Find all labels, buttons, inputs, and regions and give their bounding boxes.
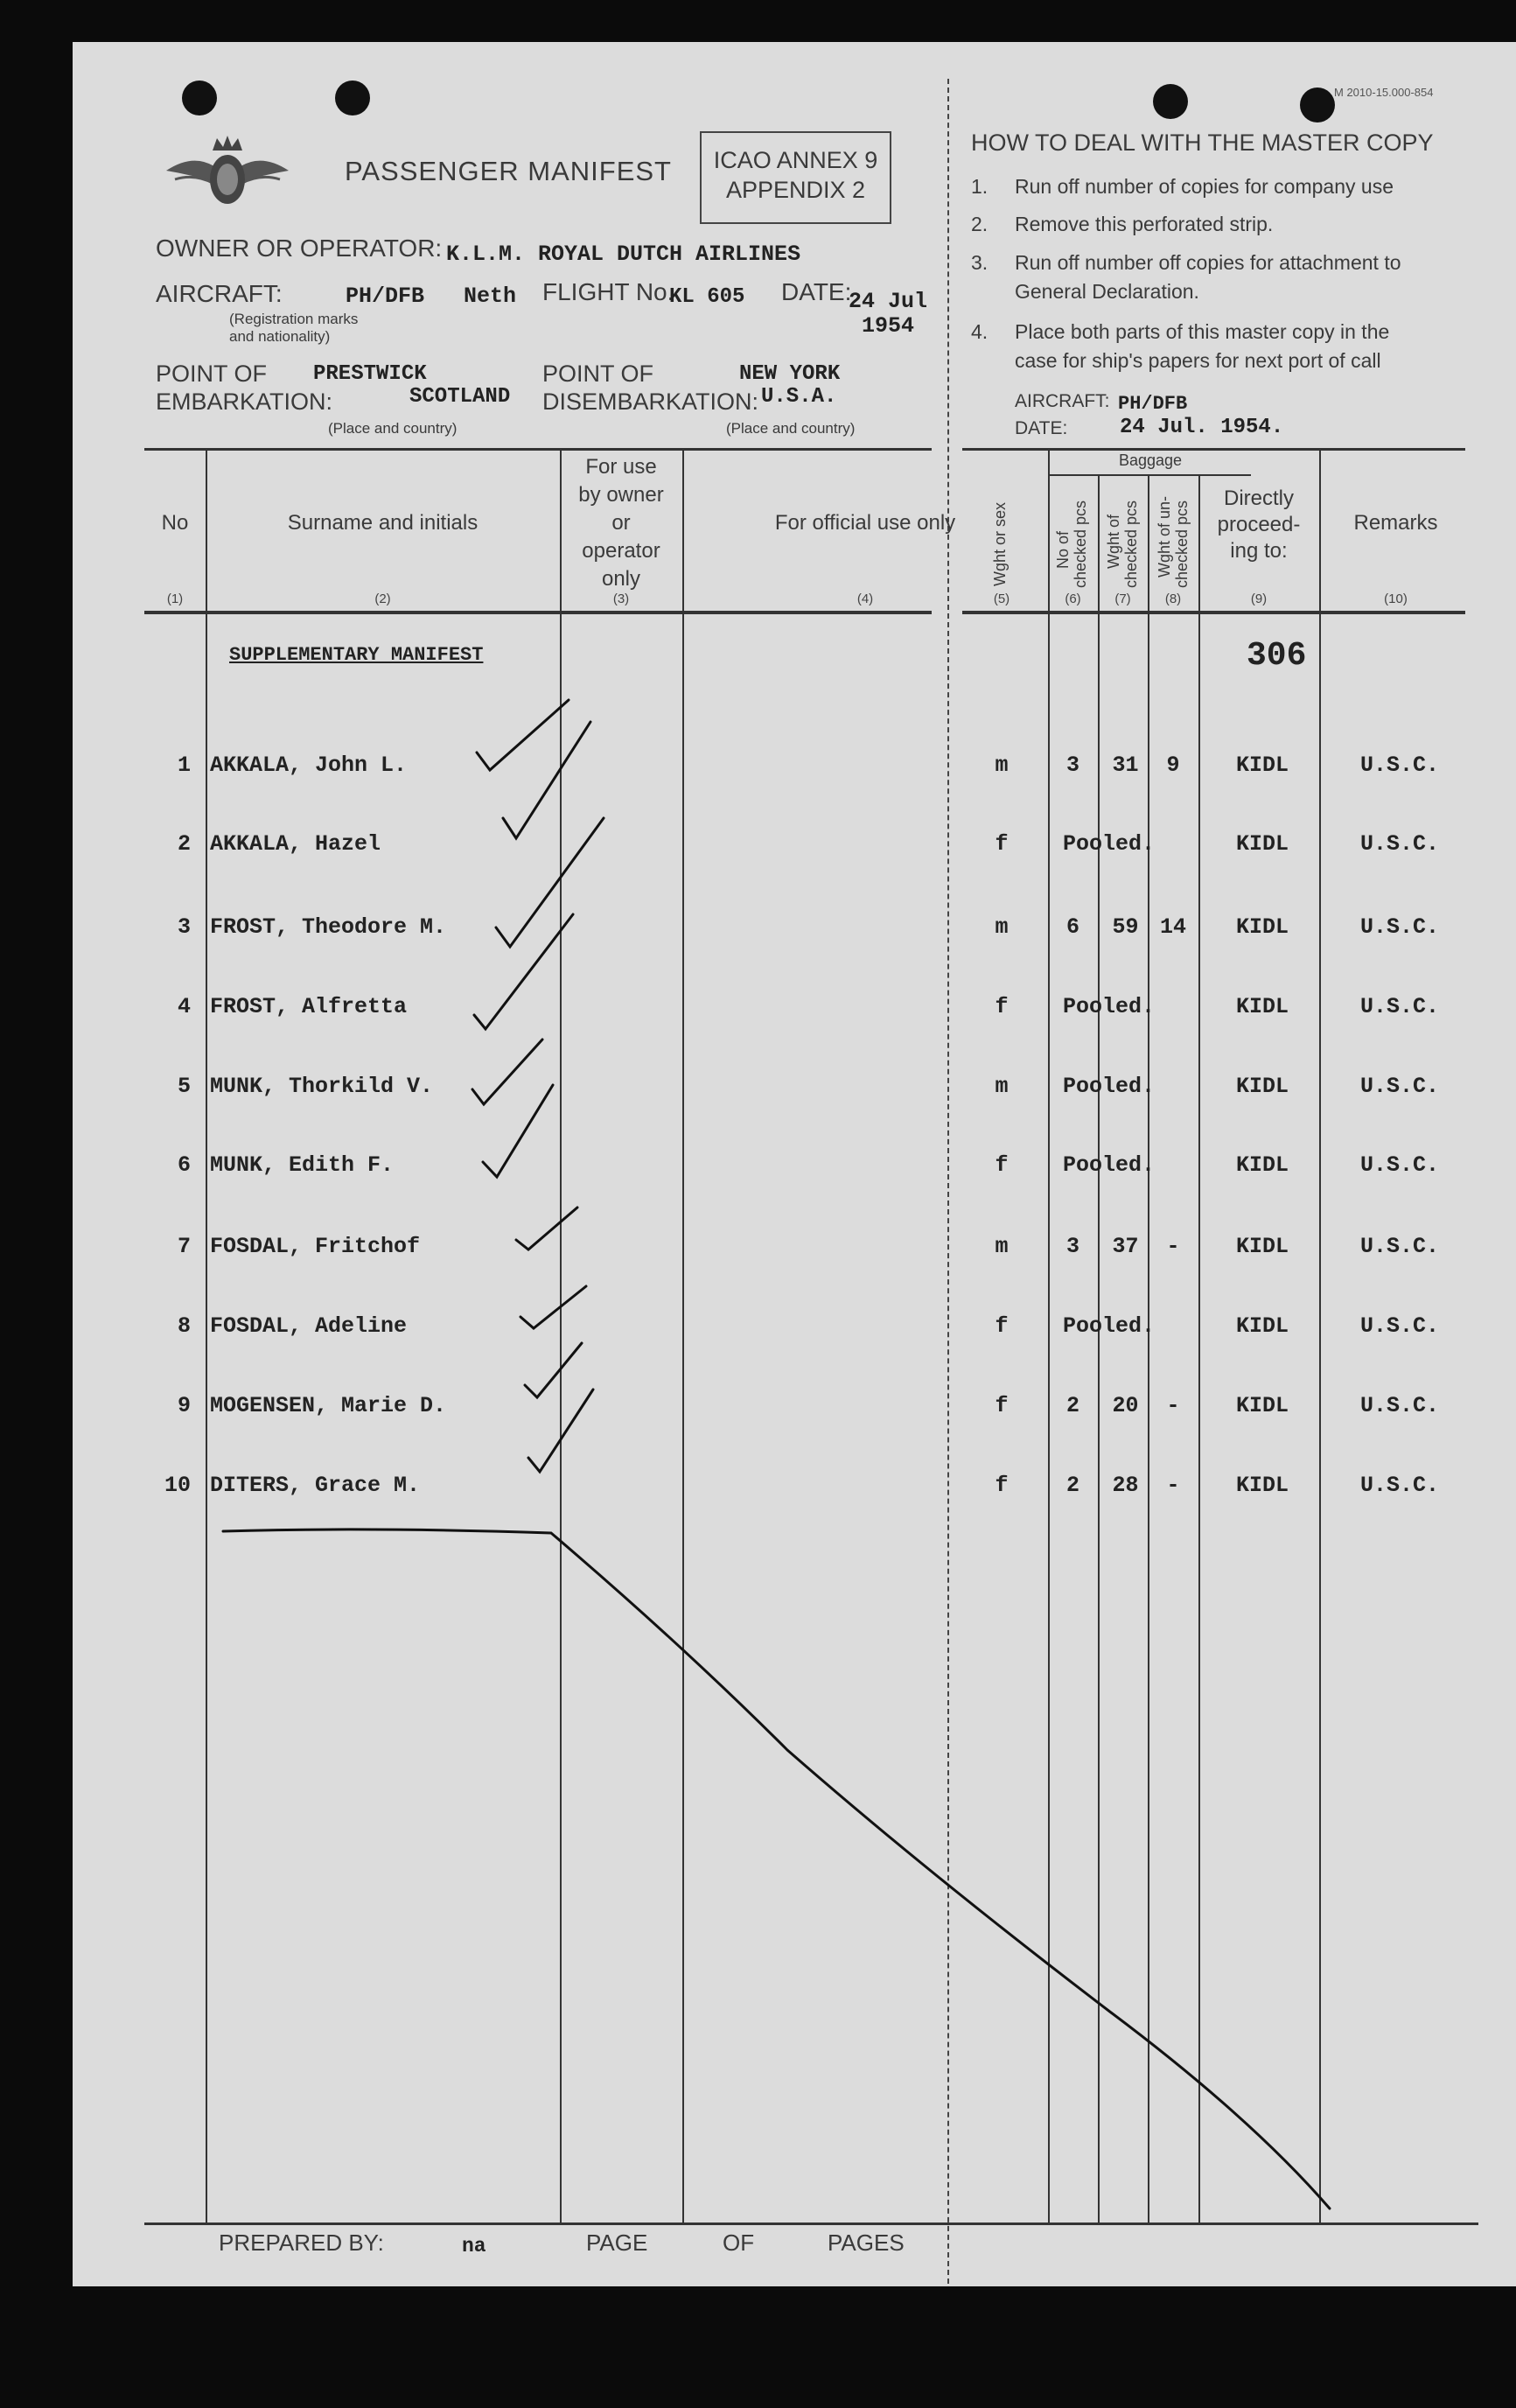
passenger-remarks: U.S.C. — [1359, 1473, 1439, 1498]
disembarkation-value-1: NEW YORK — [739, 362, 841, 386]
passenger-sex: f — [995, 1152, 1009, 1178]
col-number: (9) — [1250, 592, 1268, 606]
passenger-sex: m — [995, 1234, 1009, 1259]
col-header-checked-wght-1: Wght of — [1105, 514, 1122, 569]
embarkation-label-1: POINT OF — [156, 360, 268, 387]
passenger-name: FOSDAL, Fritchof — [210, 1234, 421, 1259]
passenger-sex: m — [995, 1074, 1009, 1099]
check-mark — [516, 1208, 577, 1250]
instructions-date-label: DATE: — [1015, 418, 1068, 438]
col-header-unchecked-1: Wght of un- — [1156, 495, 1173, 578]
passenger-remarks: U.S.C. — [1359, 1074, 1439, 1099]
form-number: M 2010-15.000-854 — [1334, 86, 1434, 99]
instruction-3-num: 3. — [971, 251, 989, 274]
passenger-name: MUNK, Edith F. — [210, 1152, 395, 1178]
instruction-4-text: Place both parts of this master copy in the — [1015, 320, 1390, 343]
col-header-official: For official use only — [774, 511, 956, 535]
passenger-unchecked: - — [1166, 1393, 1180, 1418]
col-number: (10) — [1384, 592, 1408, 606]
passenger-wght: 20 — [1112, 1393, 1139, 1418]
passenger-dest: KIDL — [1235, 1074, 1289, 1099]
passenger-name: FROST, Alfretta — [210, 994, 408, 1019]
annex-line1: ICAO ANNEX 9 — [713, 147, 878, 173]
passenger-wght: Pooled. — [1063, 994, 1156, 1019]
check-mark — [525, 1343, 582, 1397]
passenger-dest: KIDL — [1235, 914, 1289, 940]
check-mark — [477, 700, 569, 770]
passenger-remarks: U.S.C. — [1359, 1152, 1439, 1178]
embarkation-note: (Place and country) — [328, 420, 458, 437]
instruction-2-text: Remove this perforated strip. — [1015, 213, 1274, 235]
instructions-date-value: 24 Jul. 1954. — [1120, 416, 1284, 439]
prepared-by-label: PREPARED BY: — [219, 2230, 384, 2256]
col-number: (5) — [993, 592, 1010, 606]
passenger-dest: KIDL — [1235, 1313, 1289, 1339]
check-mark — [472, 1040, 542, 1104]
col-header-no: No — [161, 511, 189, 535]
embarkation-value-2: SCOTLAND — [409, 385, 511, 409]
passenger-remarks: U.S.C. — [1359, 994, 1439, 1019]
check-mark — [496, 818, 604, 947]
check-mark — [528, 1390, 593, 1472]
passenger-no: 4 — [177, 994, 191, 1019]
col-number: (7) — [1114, 592, 1131, 606]
col-header-owner-use-1: For use — [585, 455, 657, 479]
col-number: (4) — [856, 592, 874, 606]
passenger-unchecked: - — [1166, 1234, 1180, 1259]
date-line2: 1954 — [862, 313, 915, 339]
instruction-1-num: 1. — [971, 175, 989, 198]
aircraft-note-1: (Registration marks — [229, 311, 359, 327]
instruction-3-text-2: General Declaration. — [1015, 280, 1199, 303]
passenger-name: FOSDAL, Adeline — [210, 1313, 408, 1339]
passenger-wght: 37 — [1112, 1234, 1139, 1259]
passenger-sex: f — [995, 1313, 1009, 1339]
check-mark — [483, 1085, 553, 1177]
instruction-4-text-2: case for ship's papers for next port of call — [1015, 349, 1381, 372]
passenger-no: 3 — [177, 914, 191, 940]
date-label: DATE: — [781, 278, 852, 305]
check-mark — [520, 1286, 586, 1328]
col-number: (8) — [1164, 592, 1182, 606]
col-header-surname: Surname and initials — [287, 511, 479, 535]
passenger-remarks: U.S.C. — [1359, 1393, 1439, 1418]
check-mark — [503, 722, 590, 838]
passenger-dest: KIDL — [1235, 1152, 1289, 1178]
passenger-sex: m — [995, 914, 1009, 940]
passenger-unchecked: 14 — [1159, 914, 1186, 940]
passenger-sex: f — [995, 1473, 1009, 1498]
aircraft-registration: PH/DFB — [346, 284, 425, 309]
page-label: PAGE — [586, 2230, 648, 2256]
aircraft-label: AIRCRAFT: — [156, 280, 283, 307]
passenger-sex: f — [995, 994, 1009, 1019]
col-header-directly-1: Directly — [1223, 486, 1294, 510]
page-title: PASSENGER MANIFEST — [345, 156, 672, 186]
passenger-remarks: U.S.C. — [1359, 831, 1439, 857]
passenger-name: AKKALA, John L. — [210, 752, 408, 778]
passenger-remarks: U.S.C. — [1359, 1313, 1439, 1339]
passenger-pcs: 2 — [1065, 1393, 1079, 1418]
passenger-wght: Pooled. — [1063, 1074, 1156, 1099]
col-header-owner-use-4: operator — [582, 539, 660, 563]
col-header-checked-pcs-1: No of — [1054, 530, 1072, 569]
passenger-wght: Pooled. — [1063, 1313, 1156, 1339]
annex-line2: APPENDIX 2 — [725, 177, 866, 203]
passenger-dest: KIDL — [1235, 831, 1289, 857]
passenger-dest: KIDL — [1235, 994, 1289, 1019]
passenger-no: 8 — [177, 1313, 191, 1339]
embarkation-value-1: PRESTWICK — [313, 362, 427, 386]
passenger-pcs: 2 — [1065, 1473, 1079, 1498]
passenger-pcs: 3 — [1065, 1234, 1079, 1259]
disembarkation-note: (Place and country) — [726, 420, 856, 437]
passenger-no: 7 — [177, 1234, 191, 1259]
col-header-owner-use-5: only — [601, 567, 641, 591]
embarkation-label-2: EMBARKATION: — [156, 388, 333, 415]
col-header-owner-use-2: by owner — [578, 483, 664, 507]
col-header-checked-pcs-2: checked pcs — [1072, 500, 1089, 588]
passenger-dest: KIDL — [1235, 1473, 1289, 1498]
col-header-remarks: Remarks — [1353, 511, 1438, 535]
passenger-no: 9 — [177, 1393, 191, 1418]
passenger-name: MOGENSEN, Marie D. — [210, 1393, 447, 1418]
flight-label: FLIGHT No. — [542, 278, 674, 305]
passenger-pcs: 3 — [1065, 752, 1079, 778]
passenger-remarks: U.S.C. — [1359, 752, 1439, 778]
check-mark — [474, 914, 573, 1029]
passenger-name: DITERS, Grace M. — [210, 1473, 421, 1498]
pages-label: PAGES — [828, 2230, 905, 2256]
passenger-pcs: 6 — [1065, 914, 1079, 940]
of-label: OF — [723, 2230, 755, 2256]
instruction-2-num: 2. — [971, 213, 989, 235]
passenger-wght: 31 — [1112, 752, 1139, 778]
passenger-no: 10 — [164, 1473, 191, 1498]
col-header-checked-wght-2: checked pcs — [1122, 500, 1140, 588]
passenger-wght: Pooled. — [1063, 1152, 1156, 1178]
col-number: (6) — [1065, 592, 1081, 606]
passenger-sex: f — [995, 831, 1009, 857]
flight-value: KL 605 — [669, 285, 745, 309]
col-header-owner-use-3: or — [611, 511, 631, 535]
instructions-aircraft-label: AIRCRAFT: — [1015, 391, 1110, 411]
passenger-sex: m — [995, 752, 1009, 778]
passenger-no: 6 — [177, 1152, 191, 1178]
passenger-dest: KIDL — [1235, 1393, 1289, 1418]
prepared-by-value: na — [462, 2235, 486, 2258]
passenger-unchecked: 9 — [1166, 752, 1180, 778]
passenger-wght: 28 — [1112, 1473, 1139, 1498]
disembarkation-label-1: POINT OF — [542, 360, 654, 387]
instruction-3-text: Run off number off copies for attachment to — [1015, 251, 1401, 274]
col-header-directly-2: proceed- — [1217, 513, 1301, 536]
passenger-no: 1 — [177, 752, 191, 778]
col-number: (1) — [166, 592, 184, 606]
aircraft-nationality: Neth — [464, 284, 517, 309]
instructions-aircraft-value: PH/DFB — [1118, 393, 1188, 415]
passenger-name: MUNK, Thorkild V. — [210, 1074, 434, 1099]
closing-line — [223, 1530, 1330, 2208]
passenger-name: FROST, Theodore M. — [210, 914, 447, 940]
date-line1: 24 Jul — [849, 289, 928, 314]
disembarkation-label-2: DISEMBARKATION: — [542, 388, 759, 415]
col-header-sex: Wght or sex — [991, 501, 1009, 586]
page-stamp: 306 — [1247, 637, 1307, 675]
passenger-unchecked: - — [1166, 1473, 1180, 1498]
passenger-no: 2 — [177, 831, 191, 857]
aircraft-note-2: and nationality) — [229, 328, 331, 345]
supplementary-heading: SUPPLEMENTARY MANIFEST — [229, 644, 484, 666]
instruction-4-num: 4. — [971, 320, 989, 343]
passenger-wght: 59 — [1112, 914, 1139, 940]
passenger-wght: Pooled. — [1063, 831, 1156, 857]
passenger-no: 5 — [177, 1074, 191, 1099]
disembarkation-value-2: U.S.A. — [761, 385, 837, 409]
owner-label: OWNER OR OPERATOR: — [156, 234, 443, 262]
passenger-remarks: U.S.C. — [1359, 914, 1439, 940]
instructions-title: HOW TO DEAL WITH THE MASTER COPY — [971, 130, 1434, 156]
owner-value: K.L.M. ROYAL DUTCH AIRLINES — [446, 242, 801, 267]
passenger-dest: KIDL — [1235, 1234, 1289, 1259]
col-number: (3) — [612, 592, 630, 606]
col-number: (2) — [374, 592, 391, 606]
passenger-remarks: U.S.C. — [1359, 1234, 1439, 1259]
col-header-unchecked-2: checked pcs — [1173, 500, 1191, 588]
instruction-1-text: Run off number of copies for company use — [1015, 175, 1394, 198]
passenger-sex: f — [995, 1393, 1009, 1418]
passenger-dest: KIDL — [1235, 752, 1289, 778]
passenger-name: AKKALA, Hazel — [210, 831, 381, 857]
col-header-directly-3: ing to: — [1230, 539, 1288, 563]
col-header-baggage: Baggage — [1118, 452, 1183, 469]
